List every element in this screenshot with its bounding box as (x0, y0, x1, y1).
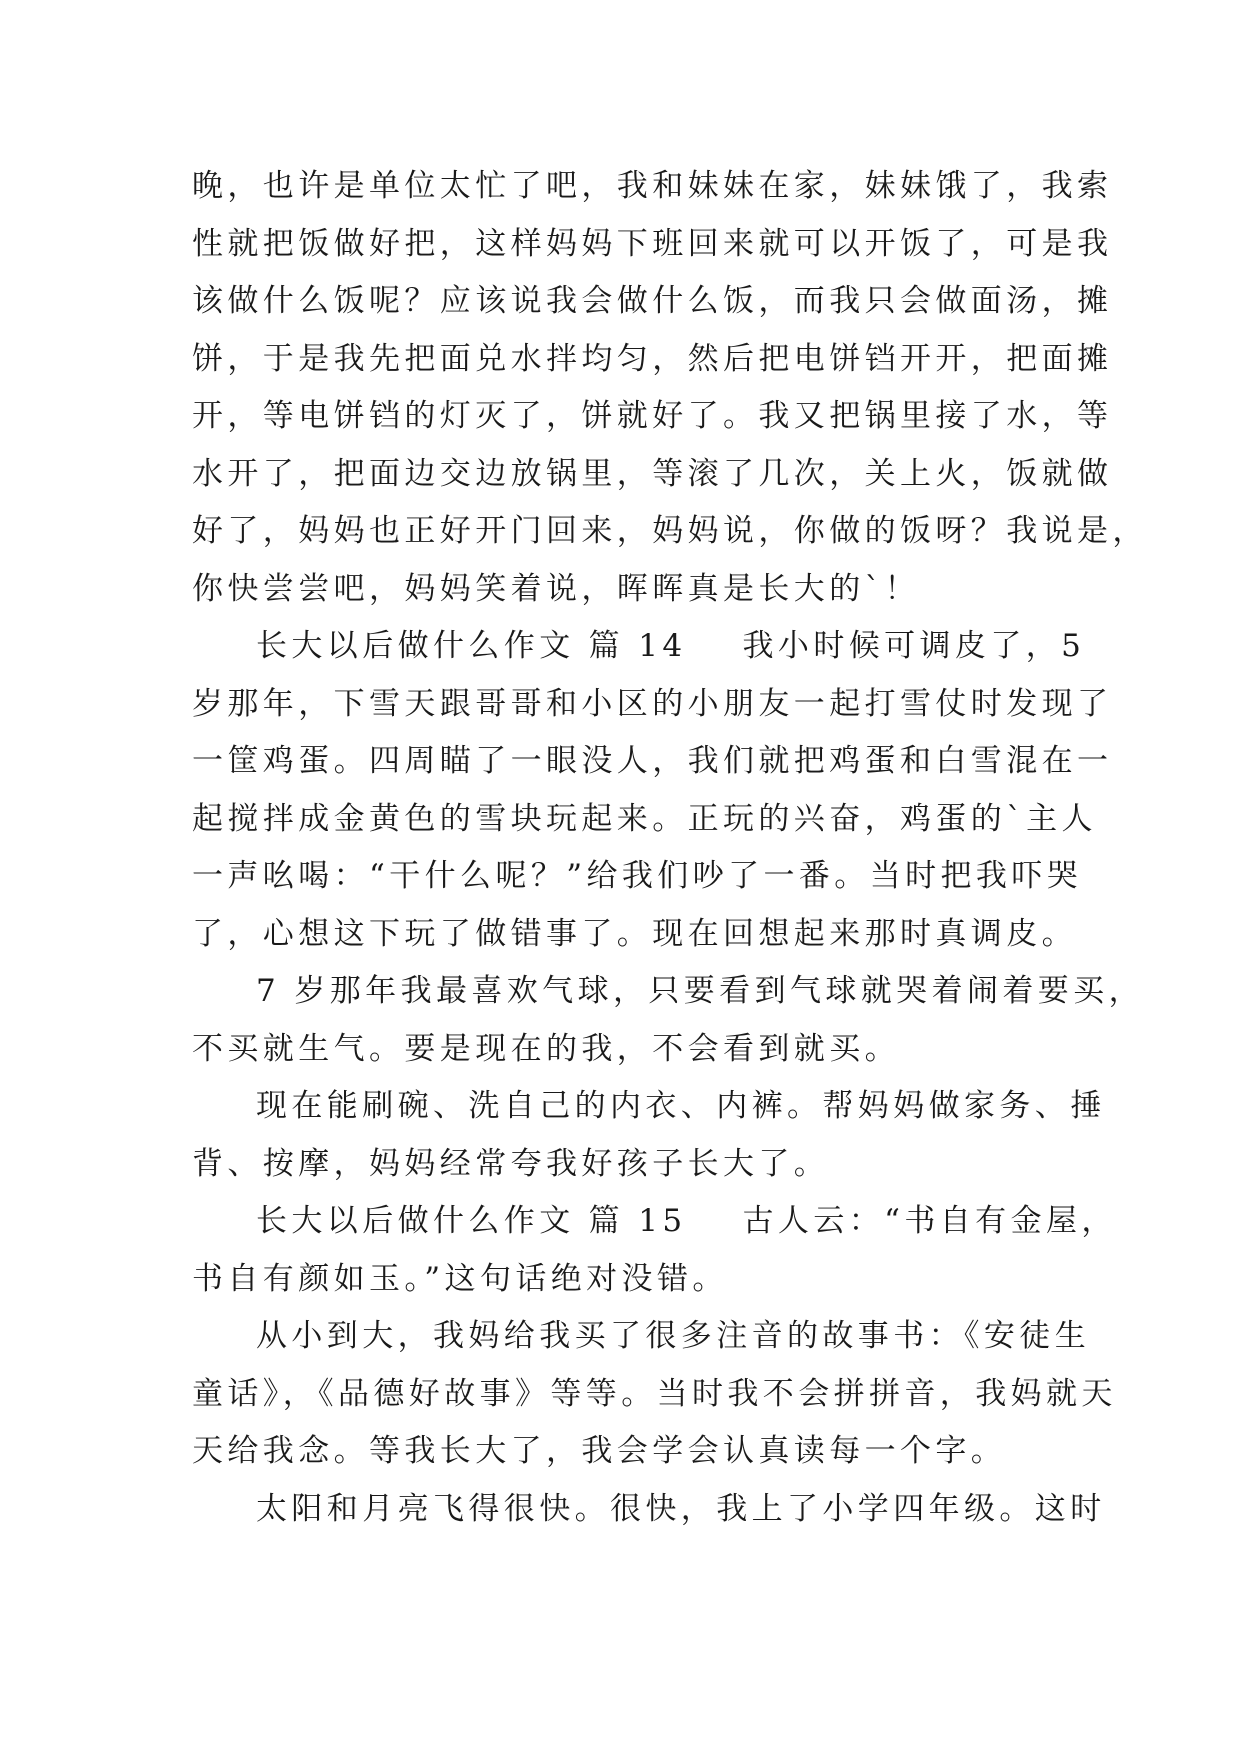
section-14-heading (192, 618, 1086, 676)
text-line: 饼，于是我先把面兑水拌均匀，然后把电饼铛开开，把面摊 (192, 340, 1113, 377)
text-line: 天给我念。等我长大了，我会学会认真读每一个字。 (192, 1433, 1007, 1469)
text-line: 了，心想这下玩了做错事了。现在回想起来那时真调皮。 (192, 915, 1077, 952)
text-line: 开，等电饼铛的灯灭了，饼就好了。我又把锅里接了水，等 (192, 398, 1113, 434)
text-line: 一声吆喝：“干什么呢？”给我们吵了一番。当时把我吓哭 (192, 858, 1083, 894)
text-line: 背、按摩，妈妈经常夸我好孩子长大了。 (192, 1145, 830, 1182)
section-14-text: 我小时候可调皮了，5 (742, 628, 1086, 664)
text-line: 童话》，《品德好故事》等等。当时我不会拼拼音，我妈就天 (192, 1375, 1117, 1412)
section-15-text: 古人云：“书自有金屋， (742, 1203, 1117, 1239)
text-line: 性就把饭做好把，这样妈妈下班回来就可以开饭了，可是我 (192, 225, 1113, 262)
text-line: 水开了，把面边交边放锅里，等滚了几次，关上火，饭就做 (192, 455, 1113, 492)
text-line: 现在能刷碗、洗自己的内衣、内裤。帮妈妈做家务、捶 (256, 1088, 1106, 1124)
text-line: 太阳和月亮飞得很快。很快，我上了小学四年级。这时 (256, 1490, 1106, 1527)
text-line: 起搅拌成金黄色的雪块玩起来。正玩的兴奋，鸡蛋的`主人 (192, 800, 1097, 837)
section-15-number: 篇 15 (588, 1203, 687, 1239)
text-line: 7 岁那年我最喜欢气球，只要看到气球就哭着闹着要买， (256, 973, 1144, 1009)
text-line: 晚，也许是单位太忙了吧，我和妹妹在家，妹妹饿了，我索 (192, 168, 1113, 204)
section-15-heading (192, 1193, 1117, 1251)
document-page (192, 158, 1148, 1538)
section-15-title: 长大以后做什么作文 (256, 1203, 575, 1239)
text-line: 该做什么饭呢？应该说我会做什么饭，而我只会做面汤，摊 (192, 283, 1113, 319)
text-line: 你快尝尝吧，妈妈笑着说，晖晖真是长大的`！ (192, 570, 920, 607)
text-line: 好了，妈妈也正好开门回来，妈妈说，你做的饭呀？我说是， (192, 513, 1148, 549)
section-14-number: 篇 14 (588, 628, 687, 664)
section-14-title: 长大以后做什么作文 (256, 628, 575, 664)
text-line: 不买就生气。要是现在的我，不会看到就买。 (192, 1030, 900, 1067)
text-line: 岁那年，下雪天跟哥哥和小区的小朋友一起打雪仗时发现了 (192, 685, 1113, 722)
text-line: 书自有颜如玉。”这句话绝对没错。 (192, 1260, 728, 1297)
text-line: 从小到大，我妈给我买了很多注音的故事书：《安徒生 (256, 1318, 1091, 1354)
text-line: 一筐鸡蛋。四周瞄了一眼没人，我们就把鸡蛋和白雪混在一 (192, 743, 1113, 779)
